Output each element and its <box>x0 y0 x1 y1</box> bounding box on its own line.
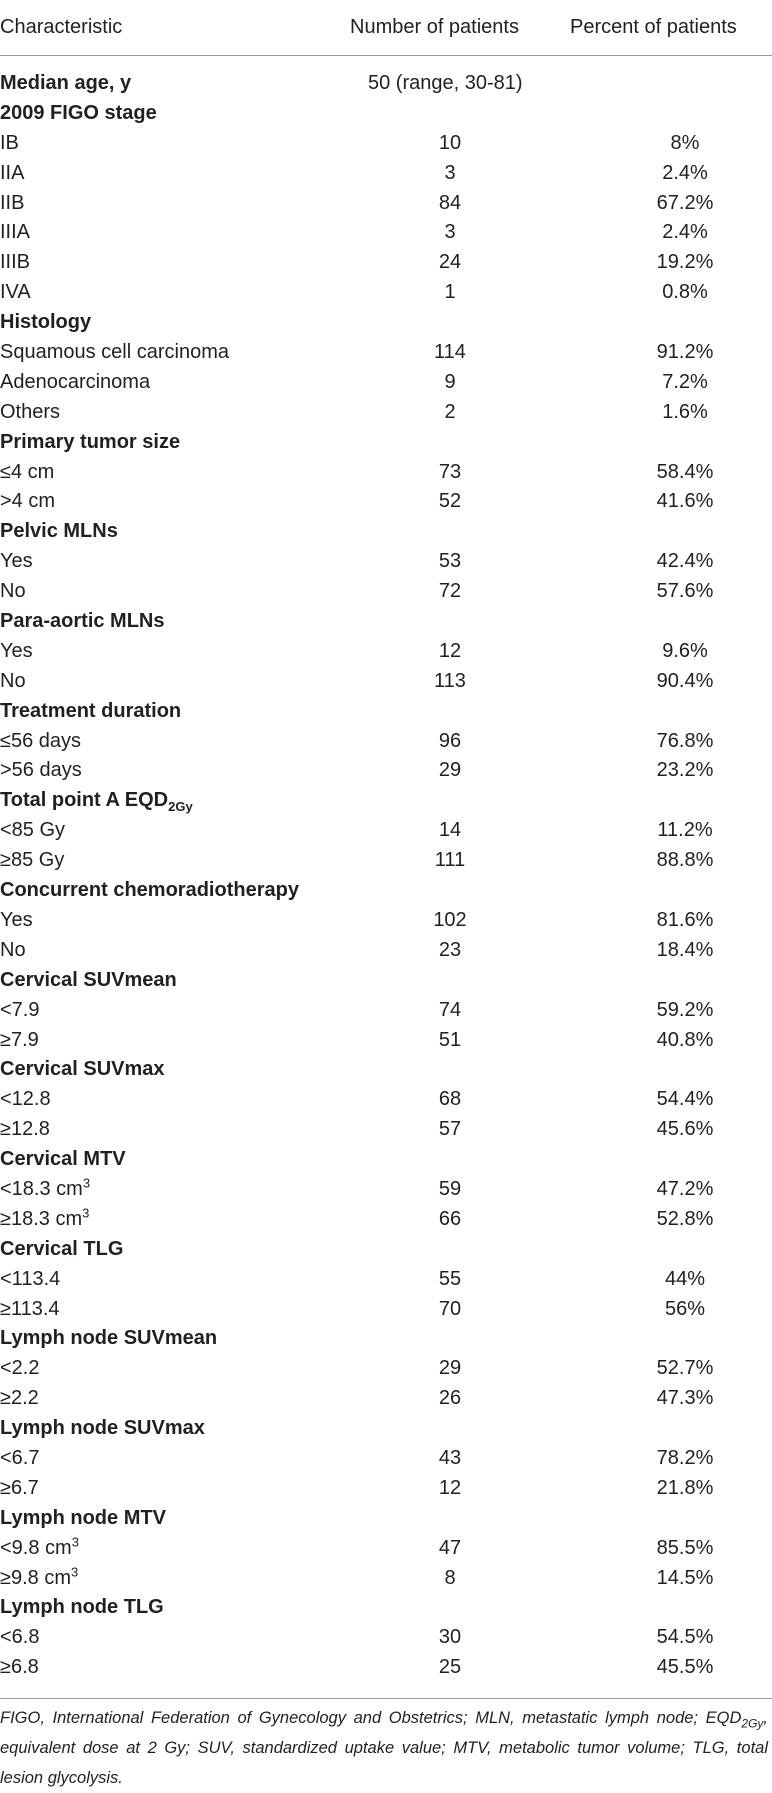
row-label <box>0 546 33 576</box>
row-label-text: ≥113.4 <box>0 1297 60 1320</box>
row-label-text: IIIB <box>0 251 31 274</box>
table-row <box>0 935 772 965</box>
table-row <box>0 1114 772 1144</box>
section-header-row <box>0 875 772 905</box>
row-percent-of-patients: 56% <box>664 1297 706 1320</box>
table-row <box>0 486 772 516</box>
table-row <box>0 815 772 845</box>
row-number-of-patients: 1 <box>444 281 456 304</box>
footnote-text-part1: FIGO, International Federation of Gynecology and Obstetrics; MLN, metastatic lymph node; EQD <box>0 1709 742 1727</box>
row-label-text: <12.8 <box>0 1088 51 1111</box>
row-label-text: <85 Gy <box>0 819 66 842</box>
header-characteristic: Characteristic <box>0 16 123 38</box>
row-label-text: Yes <box>0 908 33 931</box>
row-percent-of-patients: 45.5% <box>656 1656 714 1679</box>
row-number-of-patients: 12 <box>438 639 462 662</box>
table-row <box>0 666 772 696</box>
row-label <box>0 128 19 158</box>
row-number-of-patients: 70 <box>438 1297 462 1320</box>
row-label-superscript: 3 <box>82 1175 91 1191</box>
row-number-of-patients: 96 <box>438 729 462 752</box>
row-number-of-patients: 74 <box>438 998 462 1021</box>
section-header-row <box>0 965 772 995</box>
row-percent-of-patients: 21.8% <box>656 1476 714 1499</box>
row-percent-of-patients: 14.5% <box>656 1566 714 1589</box>
row-label <box>0 1353 39 1383</box>
section-title-text: Pelvic MLNs <box>0 520 118 543</box>
section-header-row <box>0 1592 772 1622</box>
table-header <box>0 0 772 56</box>
row-number-of-patients: 25 <box>438 1656 462 1679</box>
row-number-of-patients: 57 <box>438 1118 462 1141</box>
row-number-of-patients: 43 <box>438 1446 462 1469</box>
row-percent-of-patients: 40.8% <box>656 1028 714 1051</box>
row-label-text: <9.8 cm <box>0 1536 72 1559</box>
section-title-text: Cervical SUVmean <box>0 968 177 991</box>
table-row <box>0 367 772 397</box>
row-label-text: IB <box>0 131 19 154</box>
row-label <box>0 576 26 606</box>
row-percent-of-patients: 47.2% <box>656 1177 714 1200</box>
section-title <box>0 965 177 995</box>
section-title <box>0 427 180 457</box>
table-row <box>0 1174 772 1204</box>
row-label <box>0 277 31 307</box>
row-number-of-patients: 8 <box>444 1566 456 1589</box>
row-percent-of-patients: 19.2% <box>656 251 714 274</box>
section-title-text: Lymph node SUVmean <box>0 1327 218 1350</box>
table-row <box>0 457 772 487</box>
row-label <box>0 1443 39 1473</box>
row-label-text: Yes <box>0 550 33 573</box>
row-label-text: IIA <box>0 161 25 184</box>
row-label-text: <7.9 <box>0 998 40 1021</box>
section-header-row <box>0 1144 772 1174</box>
row-label-text: <2.2 <box>0 1357 40 1380</box>
row-number-of-patients: 52 <box>438 490 462 513</box>
row-label-text: ≥6.8 <box>0 1656 39 1679</box>
row-number-of-patients: 14 <box>438 819 462 842</box>
row-label <box>0 1174 90 1204</box>
section-title <box>0 1413 205 1443</box>
row-percent-of-patients: 11.2% <box>657 819 713 842</box>
row-percent-of-patients: 81.6% <box>656 908 714 931</box>
section-title-text: Lymph node SUVmax <box>0 1417 205 1440</box>
row-number-of-patients: 73 <box>438 460 462 483</box>
row-percent-of-patients: 45.6% <box>656 1118 714 1141</box>
row-number-of-patients: 10 <box>438 131 462 154</box>
section-header-row <box>0 516 772 546</box>
row-label <box>0 1473 39 1503</box>
row-number-of-patients: 24 <box>438 251 462 274</box>
row-percent-of-patients: 7.2% <box>662 370 708 393</box>
section-title <box>0 516 118 546</box>
footnote-text-part2: , equivalent dose at 2 Gy; SUV, standardized uptake value; MTV, metabolic tumor volume; TLG, total lesion glycolysis. <box>0 1709 768 1787</box>
table-row <box>0 277 772 307</box>
row-label <box>0 1533 79 1563</box>
row-number-of-patients: 47 <box>438 1536 462 1559</box>
row-label-text: ≥12.8 <box>0 1118 50 1141</box>
section-title-text: Para-aortic MLNs <box>0 610 165 633</box>
row-label <box>0 905 33 935</box>
row-label <box>0 666 26 696</box>
row-label <box>0 1114 50 1144</box>
row-label-text: >56 days <box>0 759 82 782</box>
row-percent-of-patients: 57.6% <box>656 580 714 603</box>
row-label-text: Adenocarcinoma <box>0 370 151 393</box>
row-percent-of-patients: 58.4% <box>656 460 714 483</box>
row-number-of-patients: 2 <box>444 400 456 423</box>
median-age-value: 50 (range, 30-81) <box>368 72 523 94</box>
row-number-of-patients: 102 <box>433 908 467 931</box>
table-row <box>0 636 772 666</box>
row-label-text: ≥18.3 cm <box>0 1207 83 1230</box>
row-label-text: Others <box>0 400 61 423</box>
row-label <box>0 995 39 1025</box>
row-label-text: ≤56 days <box>0 729 82 752</box>
table-row <box>0 1443 772 1473</box>
section-header-row <box>0 1234 772 1264</box>
row-label-text: ≥9.8 cm <box>0 1566 71 1589</box>
row-label <box>0 188 24 218</box>
section-title <box>0 1503 166 1533</box>
section-title-text: Treatment duration <box>0 699 182 722</box>
row-label <box>0 457 54 487</box>
row-label-text: No <box>0 669 26 692</box>
table-row <box>0 128 772 158</box>
section-title <box>0 875 299 905</box>
section-header-row <box>0 427 772 457</box>
row-percent-of-patients: 0.8% <box>662 281 708 304</box>
section-header-row <box>0 1503 772 1533</box>
table-row <box>0 845 772 875</box>
row-percent-of-patients: 88.8% <box>656 849 714 872</box>
row-percent-of-patients: 18.4% <box>656 938 714 961</box>
row-percent-of-patients: 41.6% <box>656 490 714 513</box>
table-row <box>0 1652 772 1682</box>
row-label <box>0 935 26 965</box>
row-percent-of-patients: 91.2% <box>656 341 714 364</box>
row-percent-of-patients: 85.5% <box>656 1536 714 1559</box>
section-title-text: Total point A EQD <box>0 789 169 812</box>
row-number-of-patients: 59 <box>438 1177 462 1200</box>
row-number-of-patients: 68 <box>438 1088 462 1111</box>
row-label <box>0 1563 78 1593</box>
section-title <box>0 1592 164 1622</box>
row-percent-of-patients: 42.4% <box>656 550 714 573</box>
row-label <box>0 726 81 756</box>
table-row <box>0 755 772 785</box>
row-label-text: ≥85 Gy <box>0 849 65 872</box>
row-number-of-patients: 9 <box>444 370 456 393</box>
row-percent-of-patients: 52.7% <box>656 1357 714 1380</box>
section-header-row <box>0 606 772 636</box>
section-title <box>0 1234 123 1264</box>
row-percent-of-patients: 8% <box>670 131 700 154</box>
row-percent-of-patients: 44% <box>664 1267 706 1290</box>
row-label <box>0 1622 39 1652</box>
table-body <box>0 68 772 1682</box>
row-label <box>0 1084 51 1114</box>
row-label-text: No <box>0 580 26 603</box>
table-row <box>0 576 772 606</box>
row-label <box>0 337 229 367</box>
row-label-superscript: 3 <box>71 1563 79 1579</box>
section-title-subscript: 2Gy <box>168 799 193 815</box>
section-header-row <box>0 307 772 337</box>
table-row <box>0 1353 772 1383</box>
section-header-row <box>0 696 772 726</box>
row-label <box>0 1025 39 1055</box>
row-label-text: ≥7.9 <box>0 1028 39 1051</box>
row-label-text: ≥6.7 <box>0 1476 39 1499</box>
row-number-of-patients: 30 <box>438 1626 462 1649</box>
section-header-row <box>0 1323 772 1353</box>
row-label-text: ≤4 cm <box>0 460 55 483</box>
row-label <box>0 367 150 397</box>
row-percent-of-patients: 59.2% <box>656 998 714 1021</box>
table-row <box>0 1622 772 1652</box>
section-title-text: Lymph node TLG <box>0 1596 164 1619</box>
row-percent-of-patients: 2.4% <box>662 221 708 244</box>
section-title-text: Histology <box>0 311 92 334</box>
row-label-text: >4 cm <box>0 490 56 513</box>
row-number-of-patients: 29 <box>438 759 462 782</box>
row-label <box>0 158 24 188</box>
row-percent-of-patients: 23.2% <box>656 759 714 782</box>
footnote-subscript: 2Gy <box>741 1716 764 1731</box>
row-label-text: <18.3 cm <box>0 1177 83 1200</box>
row-number-of-patients: 113 <box>434 669 466 692</box>
row-percent-of-patients: 2.4% <box>662 161 708 184</box>
row-label <box>0 1294 60 1324</box>
header-percent-of-patients: Percent of patients <box>570 16 737 38</box>
table-row <box>0 337 772 367</box>
row-label <box>0 397 60 427</box>
row-label-text: <6.8 <box>0 1626 40 1649</box>
table-row <box>0 188 772 218</box>
row-label-text: <113.4 <box>0 1267 61 1290</box>
row-label <box>0 815 65 845</box>
row-number-of-patients: 55 <box>438 1267 462 1290</box>
table-row <box>0 1383 772 1413</box>
row-label <box>0 1204 89 1234</box>
table-row <box>0 546 772 576</box>
table-row <box>0 1025 772 1055</box>
median-age-label: Median age, y <box>0 72 132 94</box>
row-label-text: <6.7 <box>0 1446 40 1469</box>
table-row <box>0 247 772 277</box>
row-number-of-patients: 3 <box>444 161 456 184</box>
section-title-text: 2009 FIGO stage <box>0 101 157 124</box>
row-percent-of-patients: 1.6% <box>662 400 708 423</box>
row-label-text: No <box>0 938 26 961</box>
table-row <box>0 726 772 756</box>
row-percent-of-patients: 76.8% <box>656 729 714 752</box>
section-title-text: Lymph node MTV <box>0 1506 166 1529</box>
row-percent-of-patients: 52.8% <box>656 1207 714 1230</box>
table-row <box>0 1204 772 1234</box>
row-label-text: IIIA <box>0 221 31 244</box>
row-label <box>0 217 30 247</box>
section-title <box>0 785 193 815</box>
row-percent-of-patients: 9.6% <box>662 639 708 662</box>
section-title <box>0 1054 165 1084</box>
section-title <box>0 1144 126 1174</box>
row-label-text: Yes <box>0 639 33 662</box>
row-label-superscript: 3 <box>82 1205 90 1221</box>
table-row <box>0 217 772 247</box>
row-number-of-patients: 53 <box>438 550 462 573</box>
row-number-of-patients: 29 <box>438 1357 462 1380</box>
row-number-of-patients: 23 <box>438 938 462 961</box>
section-title <box>0 696 181 726</box>
section-header-row <box>0 1413 772 1443</box>
table-footnote <box>0 1703 768 1793</box>
row-label <box>0 247 30 277</box>
table-row <box>0 1084 772 1114</box>
row-label-text: IVA <box>0 281 31 304</box>
section-title-text: Primary tumor size <box>0 430 181 453</box>
row-label-text: ≥2.2 <box>0 1387 39 1410</box>
section-title-text: Cervical SUVmax <box>0 1058 165 1081</box>
section-title <box>0 606 165 636</box>
table-row <box>0 158 772 188</box>
row-label <box>0 636 33 666</box>
section-header-row <box>0 785 772 815</box>
header-number-of-patients: Number of patients <box>350 16 519 38</box>
row-percent-of-patients: 67.2% <box>656 191 714 214</box>
row-label-superscript: 3 <box>71 1533 79 1549</box>
row-label-text: IIB <box>0 191 25 214</box>
row-percent-of-patients: 54.4% <box>656 1088 714 1111</box>
section-title <box>0 1323 217 1353</box>
table-row <box>0 1264 772 1294</box>
table-row <box>0 905 772 935</box>
section-title <box>0 98 157 128</box>
section-header-row <box>0 1054 772 1084</box>
row-label <box>0 486 55 516</box>
table-row <box>0 397 772 427</box>
row-label <box>0 1383 39 1413</box>
table-row <box>0 1473 772 1503</box>
row-percent-of-patients: 90.4% <box>656 669 714 692</box>
row-number-of-patients: 84 <box>438 191 462 214</box>
row-label <box>0 1264 60 1294</box>
table-row <box>0 1563 772 1593</box>
row-number-of-patients: 72 <box>438 580 462 603</box>
section-title-text: Cervical MTV <box>0 1148 126 1171</box>
row-number-of-patients: 3 <box>444 221 456 244</box>
section-title-text: Concurrent chemoradiotherapy <box>0 879 299 902</box>
section-header-row <box>0 98 772 128</box>
row-number-of-patients: 66 <box>438 1207 462 1230</box>
table-bottom-rule <box>0 1698 772 1699</box>
row-number-of-patients: 26 <box>438 1387 462 1410</box>
row-number-of-patients: 51 <box>438 1028 462 1051</box>
row-number-of-patients: 114 <box>434 341 466 364</box>
row-label <box>0 1652 39 1682</box>
table-row <box>0 1533 772 1563</box>
median-age-row <box>0 68 772 98</box>
row-label <box>0 845 64 875</box>
section-title-text: Cervical TLG <box>0 1237 124 1260</box>
table-row <box>0 995 772 1025</box>
row-label-text: Squamous cell carcinoma <box>0 341 229 364</box>
table-row <box>0 1294 772 1324</box>
row-percent-of-patients: 78.2% <box>656 1446 714 1469</box>
row-percent-of-patients: 54.5% <box>656 1626 714 1649</box>
row-label <box>0 755 82 785</box>
section-title <box>0 307 91 337</box>
row-percent-of-patients: 47.3% <box>656 1387 714 1410</box>
row-number-of-patients: 12 <box>438 1476 462 1499</box>
row-number-of-patients: 111 <box>434 849 466 872</box>
